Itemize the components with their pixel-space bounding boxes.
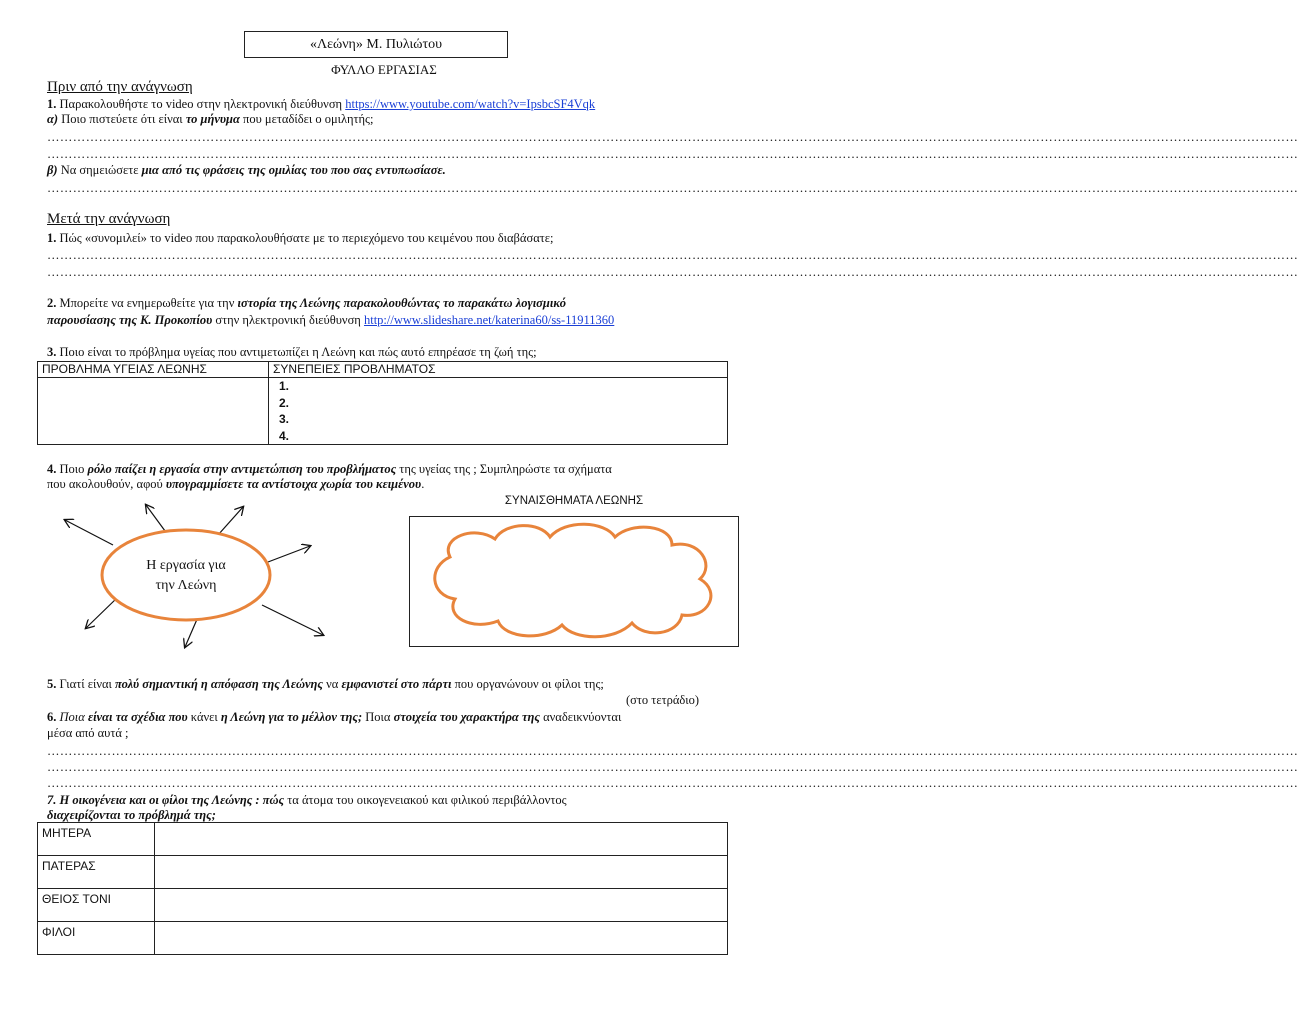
before-q1-text: Παρακολουθήστε το video στην ηλεκτρονική διεύθυνση <box>56 97 346 111</box>
list-item: 1. <box>279 379 290 393</box>
table-header-cell: ΣΥΝΕΠΕΙΕΣ ΠΡΟΒΛΗΜΑΤΟΣ <box>269 362 728 378</box>
row-label: ΠΑΤΕΡΑΣ <box>38 856 155 889</box>
arrow <box>65 520 113 545</box>
section-after-reading-heading: Μετά την ανάγνωση <box>47 211 171 227</box>
after-q4-bold2: υπογραμμίσετε τα αντίστοιχα χωρία του κειμένου <box>165 477 422 491</box>
after-q2-line1 <box>47 296 566 311</box>
after-q5-text3: που οργανώνουν οι φίλοι της; <box>451 677 604 691</box>
answer-line[interactable]: ………………………………………………………………………………………………………………………………………………………………………………………………………………………………………………………………… <box>47 181 1298 195</box>
after-q6-line1 <box>47 710 621 725</box>
oval-line-1: Η εργασία για <box>146 558 226 573</box>
after-q6-text3: Ποια <box>362 710 394 724</box>
oval-line-2: την Λεώνη <box>155 578 217 593</box>
after-q5-num: 5. <box>47 677 57 691</box>
answer-line[interactable]: ………………………………………………………………………………………………………………………………………………………………………………………………………………………………………………………………… <box>47 147 1298 161</box>
after-q3 <box>47 345 537 360</box>
arrow <box>262 605 323 635</box>
after-q4-bold1: ρόλο παίζει η εργασία στην αντιμετώπιση του προβλήματος <box>87 462 397 476</box>
after-q2-num: 2. <box>47 296 57 310</box>
before-qa <box>47 112 374 127</box>
table-header-cell: ΠΡΟΒΛΗΜΑ ΥΓΕΙΑΣ ΛΕΩΝΗΣ <box>38 362 269 378</box>
health-problem-cell[interactable] <box>38 378 269 445</box>
feelings-frame[interactable] <box>409 516 739 647</box>
after-q7-text1: τα άτομα του οικογενειακού και φιλικού περιβάλλοντος <box>284 793 567 807</box>
answer-cell[interactable] <box>155 922 728 955</box>
after-q5-note: (στο τετράδιο) <box>626 693 700 707</box>
list-item: 4. <box>279 428 290 443</box>
answer-cell[interactable] <box>155 856 728 889</box>
after-q6-bold3: στοιχεία του χαρακτήρα της <box>393 710 540 724</box>
after-q4-line1 <box>47 462 612 477</box>
arrow <box>218 507 243 535</box>
author-line: «Λεώνη» Μ. Πυλιώτου <box>309 37 443 52</box>
slideshare-link[interactable]: http://www.slideshare.net/katerina60/ss-11911360 <box>363 313 615 327</box>
answer-line[interactable]: ………………………………………………………………………………………………………………………………………………………………………………………………………………………………………………………………… <box>47 248 1298 262</box>
family-friends-table <box>37 822 728 955</box>
before-qa-text2: που μεταδίδει ο ομιλητής; <box>239 112 374 126</box>
list-item: 2. <box>279 395 290 410</box>
row-label: ΜΗΤΕΡΑ <box>38 823 155 856</box>
after-q5-bold2: εμφανιστεί στο πάρτι <box>341 677 452 691</box>
after-q4-num: 4. <box>47 462 57 476</box>
before-q1 <box>47 97 595 112</box>
row-label: ΦΙΛΟΙ <box>38 922 155 955</box>
before-qa-text1: Ποιο πιστεύετε ότι είναι <box>58 112 186 126</box>
author-title-box <box>244 31 508 58</box>
after-q2-text2: στην ηλεκτρονική διεύθυνση <box>212 313 364 327</box>
after-q2-bold2: παρουσίασης της Κ. Προκοπίου <box>47 313 213 327</box>
after-q2-text1: Μπορείτε να ενημερωθείτε για την <box>56 296 238 310</box>
answer-cell[interactable] <box>155 823 728 856</box>
work-diagram <box>0 490 400 660</box>
sheet-title: ΦΥΛΛΟ ΕΡΓΑΣΙΑΣ <box>331 62 437 77</box>
work-oval <box>102 530 270 620</box>
after-q4-text4: . <box>421 477 425 491</box>
after-q6-text1: Ποια <box>56 710 88 724</box>
before-qa-label: α) <box>47 112 59 126</box>
health-problem-table <box>37 361 728 445</box>
answer-line[interactable]: ………………………………………………………………………………………………………………………………………………………………………………………………………………………………………………………………… <box>47 744 1298 758</box>
after-q4-text3: που ακολουθούν, αφού <box>47 477 166 491</box>
row-label: ΘΕΙΟΣ ΤΟΝΙ <box>38 889 155 922</box>
youtube-link[interactable]: https://www.youtube.com/watch?v=IpsbcSF4Vqk <box>345 97 596 111</box>
arrow <box>268 546 310 562</box>
section-before-reading-heading: Πριν από την ανάγνωση <box>47 79 193 95</box>
after-q6-bold2: η Λεώνη για το μέλλον της; <box>220 710 363 724</box>
after-q3-text: Ποιο είναι το πρόβλημα υγείας που αντιμετωπίζει η Λεώνη και πώς αυτό επηρέασε τη ζωή της; <box>56 345 537 359</box>
before-qb-text: Να σημειώσετε <box>57 163 142 177</box>
after-q6-num: 6. <box>47 710 57 724</box>
arrow <box>86 597 118 628</box>
answer-line[interactable]: ………………………………………………………………………………………………………………………………………………………………………………………………………………………………………………………………… <box>47 265 1298 279</box>
after-q4-text1: Ποιο <box>56 462 88 476</box>
answer-cell[interactable] <box>155 889 728 922</box>
after-q1 <box>47 231 554 246</box>
after-q6-text5: μέσα από αυτά ; <box>47 726 129 740</box>
after-q1-num: 1. <box>47 231 57 245</box>
after-q5-bold1: πολύ σημαντική η απόφαση της Λεώνης <box>115 677 323 691</box>
after-q1-text: Πώς «συνομιλεί» το video που παρακολουθήσατε με το περιεχόμενο του κειμένου που διαβάσατε; <box>56 231 554 245</box>
before-qb <box>47 163 446 178</box>
list-item: 3. <box>279 412 290 426</box>
answer-line[interactable]: ………………………………………………………………………………………………………………………………………………………………………………………………………………………………………………………………… <box>47 776 1298 790</box>
after-q5-text1: Γιατί είναι <box>56 677 116 691</box>
after-q2-line2 <box>47 313 614 328</box>
cloud-shape <box>410 517 738 646</box>
after-q2-bold1: ιστορία της Λεώνης παρακολουθώντας το παρακάτω λογισμικό <box>237 296 566 310</box>
arrow <box>185 617 198 647</box>
after-q6-text4: αναδεικνύονται <box>539 710 622 724</box>
feelings-title: ΣΥΝΑΙΣΘΗΜΑΤΑ ΛΕΩΝΗΣ <box>504 495 644 507</box>
before-qa-bold: το μήνυμα <box>185 112 240 126</box>
after-q7-bold1: 7. Η οικογένεια και οι φίλοι της Λεώνης : πώς <box>47 793 285 807</box>
after-q7-bold2: διαχειρίζονται το πρόβλημά της; <box>47 808 216 822</box>
answer-line[interactable]: ………………………………………………………………………………………………………………………………………………………………………………………………………………………………………………………………… <box>47 130 1298 144</box>
before-qb-bold: μια από τις φράσεις της ομιλίας του που σας εντυπωσίασε. <box>141 163 446 177</box>
before-qb-label: β) <box>47 163 58 177</box>
after-q4-text2: της υγείας της ; Συμπληρώστε τα σχήματα <box>396 462 612 476</box>
after-q7-line1 <box>47 793 567 808</box>
before-q1-num: 1. <box>47 97 57 111</box>
consequences-cell[interactable] <box>269 378 728 445</box>
after-q5 <box>47 677 604 692</box>
answer-line[interactable]: ………………………………………………………………………………………………………………………………………………………………………………………………………………………………………………………………… <box>47 760 1298 774</box>
after-q3-num: 3. <box>47 345 57 359</box>
after-q5-text2: να <box>323 677 342 691</box>
after-q6-bold1: είναι τα σχέδια που <box>87 710 188 724</box>
after-q7-line2 <box>47 808 216 823</box>
after-q6-text2: κάνει <box>187 710 221 724</box>
